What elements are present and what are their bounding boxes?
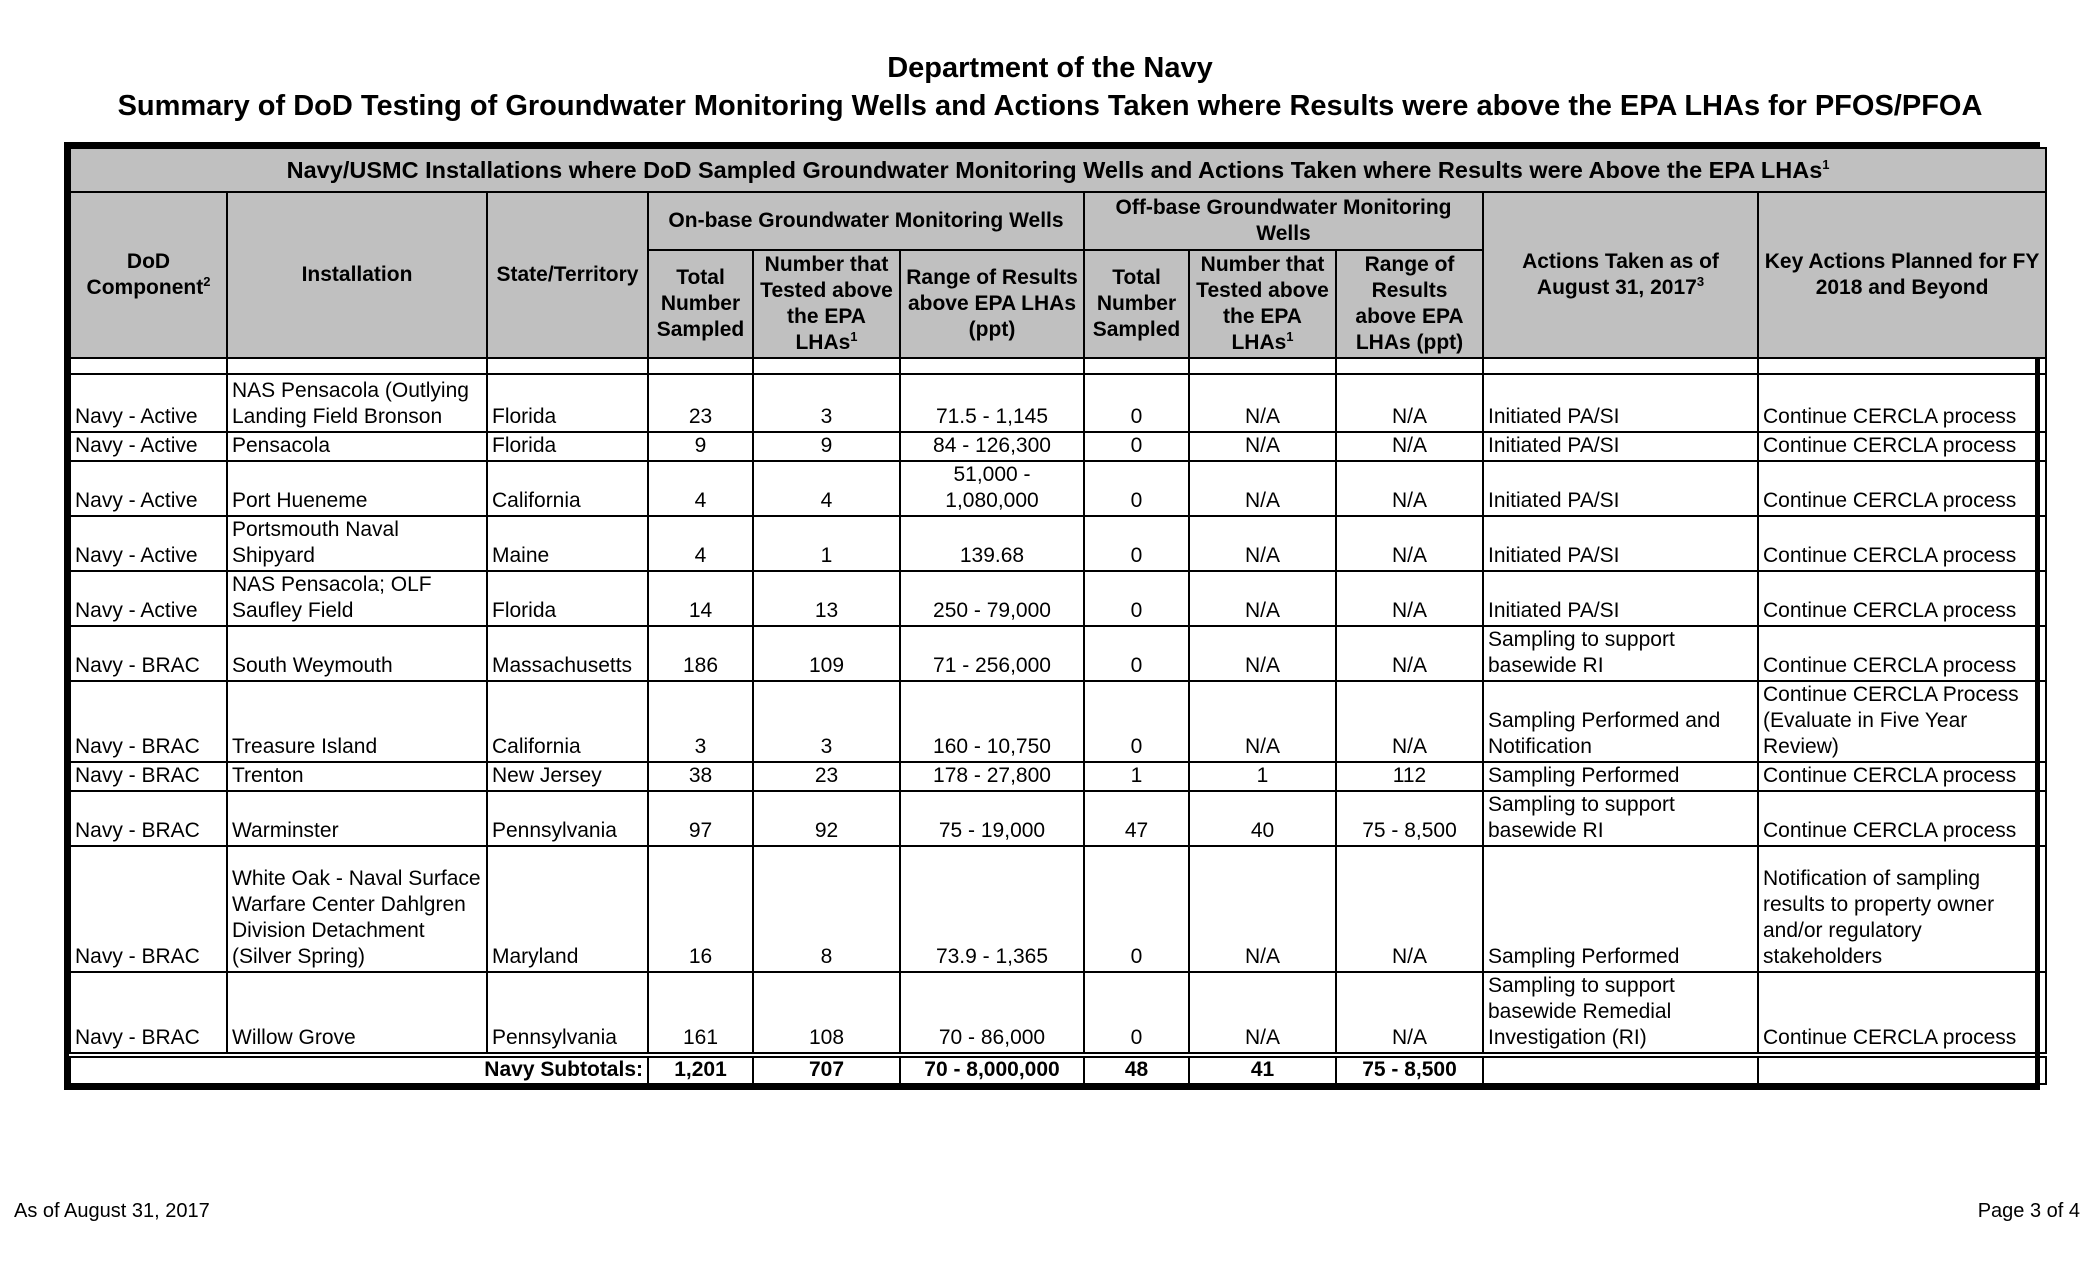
cell-offbase-above: N/A xyxy=(1189,681,1336,762)
table-row xyxy=(70,681,2046,762)
page-subtitle: Summary of DoD Testing of Groundwater Monitoring Wells and Actions Taken where Results were above the EPA LHAs for PFOS/PFOA xyxy=(117,90,1983,122)
cell-dod-component: Navy - BRAC xyxy=(70,762,227,791)
cell-dod-component: Navy - Active xyxy=(70,571,227,626)
header-actions-taken: Actions Taken as of August 31, 2017$^3$ xyxy=(1483,192,1758,358)
header-offbase-range: Range of Results above EPA LHAs (ppt) xyxy=(1336,250,1483,358)
page-title: Department of the Navy xyxy=(887,52,1213,84)
cell-onbase-range: 71.5 - 1,145 xyxy=(900,374,1084,432)
cell-dod-component: Navy - Active xyxy=(70,461,227,516)
cell-key-actions: Continue CERCLA process xyxy=(1758,762,2046,791)
cell-onbase-above: 109 xyxy=(753,626,900,681)
cell-onbase-total: 14 xyxy=(648,571,753,626)
cell-onbase-total: 16 xyxy=(648,846,753,972)
cell-onbase-range: 250 - 79,000 xyxy=(900,571,1084,626)
cell-offbase-above: N/A xyxy=(1189,374,1336,432)
cell-onbase-above: 108 xyxy=(753,972,900,1055)
table-banner: Navy/USMC Installations where DoD Sampled Groundwater Monitoring Wells and Actions Taken where Results were Above the EPA LHAs$^1$ xyxy=(70,148,2046,192)
cell-key-actions: Notification of sampling results to property owner and/or regulatory stakeholders xyxy=(1758,846,2046,972)
cell-state: Maine xyxy=(487,516,648,571)
cell-offbase-total: 0 xyxy=(1084,374,1189,432)
cell-key-actions: Continue CERCLA process xyxy=(1758,571,2046,626)
cell-onbase-total: 3 xyxy=(648,681,753,762)
cell-onbase-range: 84 - 126,300 xyxy=(900,432,1084,461)
header-onbase-above: Number that Tested above the EPA LHAs$^1$ xyxy=(753,250,900,358)
cell-onbase-above: 23 xyxy=(753,762,900,791)
summary-table xyxy=(69,147,2047,1085)
table-row xyxy=(70,516,2046,571)
cell-onbase-total: 4 xyxy=(648,516,753,571)
table-row xyxy=(70,374,2046,432)
cell-actions-taken: Sampling to support basewide RI xyxy=(1483,626,1758,681)
cell-onbase-total: 186 xyxy=(648,626,753,681)
cell-actions-taken: Sampling Performed and Notification xyxy=(1483,681,1758,762)
header-offbase-above: Number that Tested above the EPA LHAs$^1$ xyxy=(1189,250,1336,358)
subtotal-off-above: 41 xyxy=(1189,1055,1336,1084)
cell-installation: Pensacola xyxy=(227,432,487,461)
table-row xyxy=(70,571,2046,626)
cell-offbase-above: N/A xyxy=(1189,461,1336,516)
cell-onbase-total: 23 xyxy=(648,374,753,432)
cell-state: Massachusetts xyxy=(487,626,648,681)
cell-onbase-range: 73.9 - 1,365 xyxy=(900,846,1084,972)
subtotal-empty-cell xyxy=(1758,1055,2046,1084)
cell-offbase-above: N/A xyxy=(1189,626,1336,681)
cell-dod-component: Navy - BRAC xyxy=(70,681,227,762)
cell-state: Pennsylvania xyxy=(487,972,648,1055)
cell-state: Florida xyxy=(487,432,648,461)
cell-key-actions: Continue CERCLA process xyxy=(1758,374,2046,432)
cell-offbase-above: N/A xyxy=(1189,571,1336,626)
summary-table-frame xyxy=(64,142,2040,1090)
cell-offbase-total: 0 xyxy=(1084,846,1189,972)
cell-actions-taken: Sampling Performed xyxy=(1483,762,1758,791)
subtotal-off-range: 75 - 8,500 xyxy=(1336,1055,1483,1084)
cell-onbase-total: 161 xyxy=(648,972,753,1055)
cell-key-actions: Continue CERCLA Process (Evaluate in Five Year Review) xyxy=(1758,681,2046,762)
cell-dod-component: Navy - Active xyxy=(70,374,227,432)
cell-offbase-total: 0 xyxy=(1084,681,1189,762)
cell-offbase-total: 0 xyxy=(1084,571,1189,626)
cell-state: Maryland xyxy=(487,846,648,972)
cell-onbase-above: 4 xyxy=(753,461,900,516)
cell-onbase-above: 1 xyxy=(753,516,900,571)
cell-offbase-range: N/A xyxy=(1336,461,1483,516)
cell-offbase-above: N/A xyxy=(1189,972,1336,1055)
cell-installation: Warminster xyxy=(227,791,487,846)
table-row xyxy=(70,972,2046,1055)
cell-offbase-total: 0 xyxy=(1084,432,1189,461)
cell-actions-taken: Initiated PA/SI xyxy=(1483,432,1758,461)
footer-page-number: Page 3 of 4 xyxy=(1977,1200,2080,1222)
subtotal-on-total: 1,201 xyxy=(648,1055,753,1084)
cell-key-actions: Continue CERCLA process xyxy=(1758,972,2046,1055)
subtotal-on-range: 70 - 8,000,000 xyxy=(900,1055,1084,1084)
cell-offbase-above: N/A xyxy=(1189,516,1336,571)
cell-offbase-above: 40 xyxy=(1189,791,1336,846)
cell-installation: Port Hueneme xyxy=(227,461,487,516)
cell-installation: Trenton xyxy=(227,762,487,791)
cell-dod-component: Navy - Active xyxy=(70,432,227,461)
subtotal-on-above: 707 xyxy=(753,1055,900,1084)
subtotal-label: Navy Subtotals: xyxy=(70,1055,648,1084)
cell-offbase-range: N/A xyxy=(1336,681,1483,762)
table-row xyxy=(70,432,2046,461)
cell-onbase-range: 160 - 10,750 xyxy=(900,681,1084,762)
cell-offbase-above: 1 xyxy=(1189,762,1336,791)
cell-onbase-above: 8 xyxy=(753,846,900,972)
cell-onbase-above: 3 xyxy=(753,681,900,762)
footer-as-of-date: As of August 31, 2017 xyxy=(14,1200,210,1222)
cell-onbase-range: 70 - 86,000 xyxy=(900,972,1084,1055)
cell-offbase-above: N/A xyxy=(1189,432,1336,461)
cell-installation: Willow Grove xyxy=(227,972,487,1055)
table-row xyxy=(70,791,2046,846)
cell-offbase-above: N/A xyxy=(1189,846,1336,972)
table-row xyxy=(70,626,2046,681)
cell-installation: Portsmouth Naval Shipyard xyxy=(227,516,487,571)
cell-state: New Jersey xyxy=(487,762,648,791)
cell-installation: South Weymouth xyxy=(227,626,487,681)
cell-installation: White Oak - Naval Surface Warfare Center Dahlgren Division Detachment (Silver Spring) xyxy=(227,846,487,972)
cell-actions-taken: Initiated PA/SI xyxy=(1483,374,1758,432)
header-onbase-range: Range of Results above EPA LHAs (ppt) xyxy=(900,250,1084,358)
cell-key-actions: Continue CERCLA process xyxy=(1758,626,2046,681)
cell-onbase-total: 97 xyxy=(648,791,753,846)
cell-dod-component: Navy - Active xyxy=(70,516,227,571)
cell-offbase-range: N/A xyxy=(1336,846,1483,972)
cell-offbase-range: N/A xyxy=(1336,571,1483,626)
cell-onbase-above: 13 xyxy=(753,571,900,626)
cell-offbase-range: 112 xyxy=(1336,762,1483,791)
cell-offbase-total: 0 xyxy=(1084,461,1189,516)
cell-state: California xyxy=(487,461,648,516)
cell-onbase-total: 4 xyxy=(648,461,753,516)
header-onbase-group: On-base Groundwater Monitoring Wells xyxy=(648,192,1084,250)
cell-offbase-total: 0 xyxy=(1084,972,1189,1055)
cell-dod-component: Navy - BRAC xyxy=(70,626,227,681)
cell-key-actions: Continue CERCLA process xyxy=(1758,461,2046,516)
cell-dod-component: Navy - BRAC xyxy=(70,791,227,846)
subtotal-off-total: 48 xyxy=(1084,1055,1189,1084)
cell-key-actions: Continue CERCLA process xyxy=(1758,516,2046,571)
cell-onbase-range: 139.68 xyxy=(900,516,1084,571)
header-state: State/Territory xyxy=(487,192,648,358)
cell-dod-component: Navy - BRAC xyxy=(70,846,227,972)
table-body xyxy=(70,358,2046,1084)
cell-installation: NAS Pensacola (Outlying Landing Field Bronson xyxy=(227,374,487,432)
cell-offbase-range: 75 - 8,500 xyxy=(1336,791,1483,846)
cell-actions-taken: Sampling to support basewide Remedial Investigation (RI) xyxy=(1483,972,1758,1055)
cell-onbase-range: 75 - 19,000 xyxy=(900,791,1084,846)
cell-installation: NAS Pensacola; OLF Saufley Field xyxy=(227,571,487,626)
table-row xyxy=(70,461,2046,516)
subtotal-empty-cell xyxy=(1483,1055,1758,1084)
cell-state: Florida xyxy=(487,374,648,432)
cell-actions-taken: Sampling to support basewide RI xyxy=(1483,791,1758,846)
table-row xyxy=(70,846,2046,972)
cell-onbase-range: 51,000 - 1,080,000 xyxy=(900,461,1084,516)
cell-offbase-total: 0 xyxy=(1084,516,1189,571)
header-offbase-group: Off-base Groundwater Monitoring Wells xyxy=(1084,192,1483,250)
subtotal-row xyxy=(70,1055,2046,1084)
cell-key-actions: Continue CERCLA process xyxy=(1758,432,2046,461)
cell-onbase-range: 71 - 256,000 xyxy=(900,626,1084,681)
cell-offbase-range: N/A xyxy=(1336,626,1483,681)
cell-state: California xyxy=(487,681,648,762)
cell-offbase-range: N/A xyxy=(1336,972,1483,1055)
cell-onbase-above: 92 xyxy=(753,791,900,846)
cell-onbase-above: 3 xyxy=(753,374,900,432)
table-row xyxy=(70,762,2046,791)
cell-onbase-total: 38 xyxy=(648,762,753,791)
cell-offbase-range: N/A xyxy=(1336,374,1483,432)
cell-offbase-range: N/A xyxy=(1336,432,1483,461)
header-offbase-total: Total Number Sampled xyxy=(1084,250,1189,358)
cell-state: Florida xyxy=(487,571,648,626)
cell-onbase-above: 9 xyxy=(753,432,900,461)
header-installation: Installation xyxy=(227,192,487,358)
cell-actions-taken: Initiated PA/SI xyxy=(1483,571,1758,626)
cell-state: Pennsylvania xyxy=(487,791,648,846)
cell-onbase-range: 178 - 27,800 xyxy=(900,762,1084,791)
cell-offbase-range: N/A xyxy=(1336,516,1483,571)
table-spacer-row xyxy=(70,358,2046,374)
cell-actions-taken: Initiated PA/SI xyxy=(1483,461,1758,516)
cell-offbase-total: 0 xyxy=(1084,626,1189,681)
cell-offbase-total: 47 xyxy=(1084,791,1189,846)
header-key-actions: Key Actions Planned for FY 2018 and Beyond xyxy=(1758,192,2046,358)
cell-installation: Treasure Island xyxy=(227,681,487,762)
header-onbase-total: Total Number Sampled xyxy=(648,250,753,358)
cell-dod-component: Navy - BRAC xyxy=(70,972,227,1055)
header-dod-component: DoD Component$^2$ xyxy=(70,192,227,358)
cell-actions-taken: Sampling Performed xyxy=(1483,846,1758,972)
cell-actions-taken: Initiated PA/SI xyxy=(1483,516,1758,571)
cell-onbase-total: 9 xyxy=(648,432,753,461)
cell-key-actions: Continue CERCLA process xyxy=(1758,791,2046,846)
cell-offbase-total: 1 xyxy=(1084,762,1189,791)
